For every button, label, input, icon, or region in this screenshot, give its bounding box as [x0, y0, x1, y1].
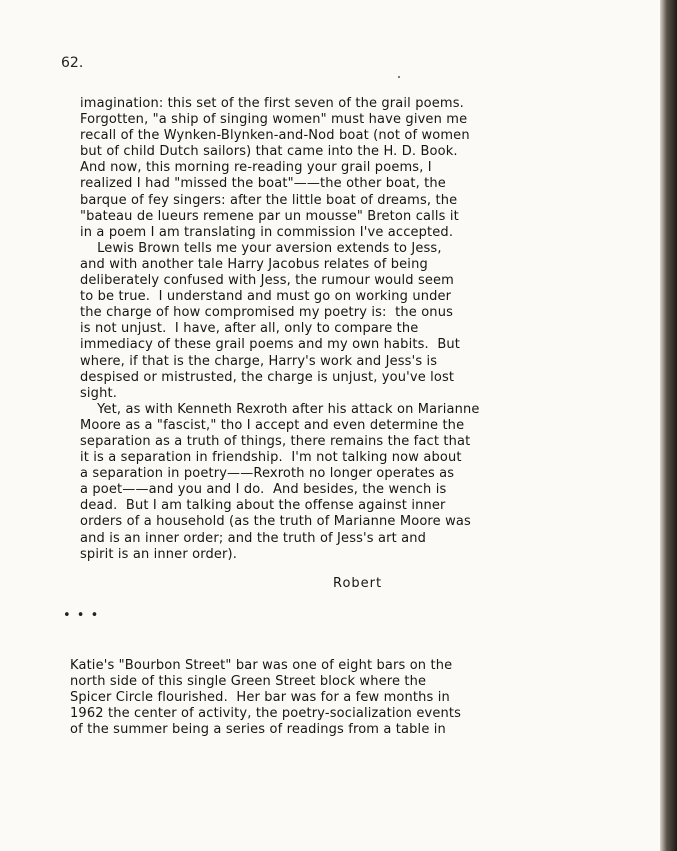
letter-line: and is an inner order; and the truth of Jess's art and [80, 530, 427, 546]
letter-line: dead. But I am talking about the offense against inner [80, 498, 446, 514]
letter-line: in a poem I am translating in commission I've accepted. [80, 224, 454, 240]
letter-line: a poet——and you and I do. And besides, the wench is [80, 482, 447, 498]
letter-signature: Robert [333, 576, 383, 591]
print-speck [398, 76, 400, 78]
letter-line: but of child Dutch sailors) that came into the H. D. Book. [80, 144, 458, 160]
letter-line: Lewis Brown tells me your aversion extends to Jess, [80, 240, 442, 256]
letter-line: Yet, as with Kenneth Rexroth after his attack on Marianne [80, 401, 480, 417]
narrative-line: north side of this single Green Street block where the [70, 674, 427, 690]
letter-line: deliberately confused with Jess, the rumour would seem [80, 273, 454, 289]
section-break: • • • [63, 608, 100, 623]
narrative-line: 1962 the center of activity, the poetry-socialization events [70, 706, 462, 722]
letter-line: orders of a household (as the truth of Marianne Moore was [80, 514, 471, 530]
letter-line: And now, this morning re-reading your grail poems, I [80, 160, 432, 176]
letter-line: spirit is an inner order). [80, 546, 238, 562]
letter-line: to be true. I understand and must go on working under [80, 289, 452, 305]
narrative-line: of the summer being a series of readings from a table in [70, 722, 446, 738]
letter-line: despised or mistrusted, the charge is unjust, you've lost [80, 369, 455, 385]
letter-line: imagination: this set of the first seven of the grail poems. [80, 96, 464, 111]
narrative-paragraph [70, 658, 461, 738]
letter-line: sight. [80, 385, 118, 401]
letter-line: the charge of how compromised my poetry is: the onus [80, 305, 454, 321]
narrative-line: Spicer Circle flourished. Her bar was for a few months in [70, 690, 450, 706]
letter-line: where, if that is the charge, Harry's work and Jess's is [80, 353, 438, 369]
page-number: 62. [61, 55, 84, 71]
letter-line: Moore as a "fascist," tho I accept and even determine the [80, 417, 465, 433]
letter-line: barque of fey singers: after the little boat of dreams, the [80, 192, 458, 208]
letter-line: separation as a truth of things, there remains the fact that [80, 433, 471, 449]
letter-line: recall of the Wynken-Blynken-and-Nod boat (not of women [80, 128, 470, 144]
letter-line: is not unjust. I have, after all, only to compare the [80, 321, 419, 337]
letter-line: it is a separation in friendship. I'm not talking now about [80, 450, 462, 466]
letter-line: Forgotten, "a ship of singing women" must have given me [80, 112, 468, 128]
narrative-line: Katie's "Bourbon Street" bar was one of eight bars on the [70, 658, 453, 673]
letter-line: and with another tale Harry Jacobus relates of being [80, 256, 428, 272]
letter-body [80, 96, 480, 563]
letter-line: realized I had "missed the boat"——the other boat, the [80, 176, 446, 192]
letter-line: a separation in poetry——Rexroth no longer operates as [80, 466, 455, 482]
letter-line: immediacy of these grail poems and my own habits. But [80, 337, 461, 353]
letter-line: "bateau de lueurs remene par un mousse" Breton calls it [80, 208, 459, 224]
book-spine-shadow [660, 0, 677, 851]
